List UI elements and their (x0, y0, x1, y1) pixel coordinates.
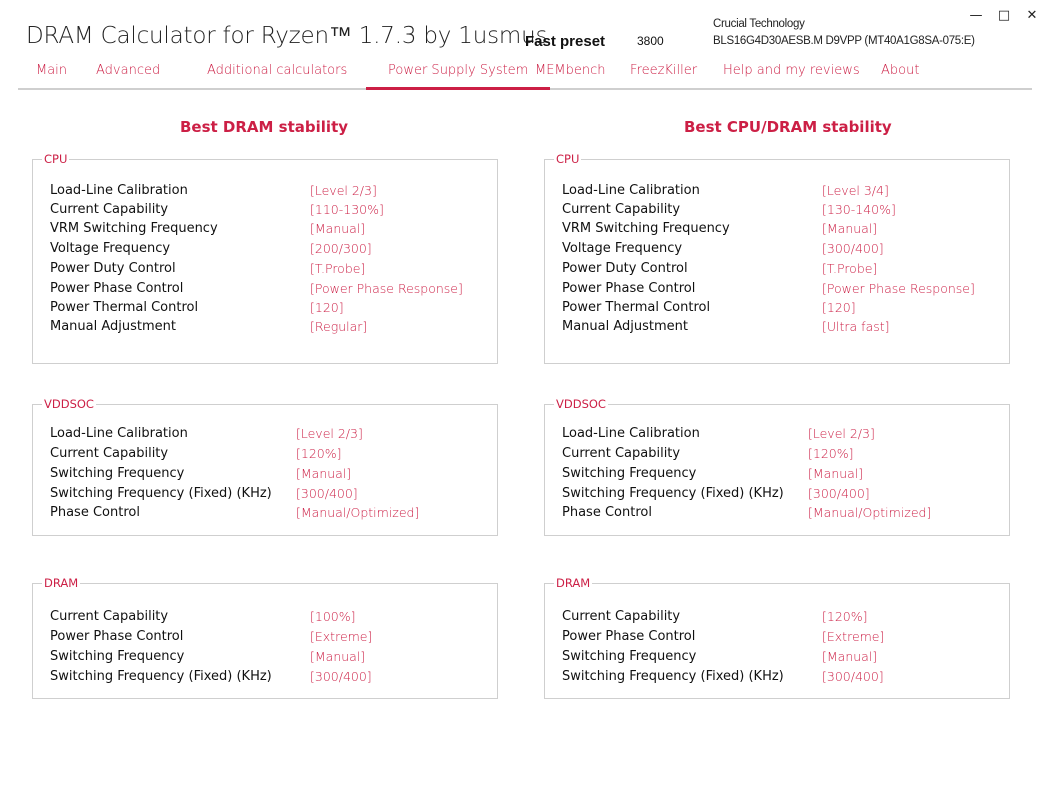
setting-value: [Manual] (310, 649, 366, 664)
setting-value: [120] (822, 300, 856, 315)
maximize-button[interactable]: □ (997, 8, 1011, 23)
setting-value: [Level 2/3] (310, 183, 377, 198)
setting-value: [120%] (822, 609, 868, 624)
setting-label: Switching Frequency (Fixed) (KHz) (50, 669, 272, 684)
setting-value: [300/400] (296, 486, 358, 501)
setting-value: [120%] (808, 446, 854, 461)
setting-value: [Regular] (310, 319, 368, 334)
setting-value: [Manual/Optimized] (808, 505, 932, 520)
setting-value: [120] (310, 300, 344, 315)
vddsoc-group-right (544, 397, 1010, 536)
setting-label: Current Capability (562, 609, 681, 624)
best-dram-stability-heading: Best DRAM stability (180, 118, 349, 136)
tab-help-and-reviews[interactable]: Help and my reviews (723, 63, 860, 78)
setting-value: [300/400] (808, 486, 870, 501)
setting-label: Load-Line Calibration (50, 426, 188, 441)
setting-label: Power Thermal Control (562, 300, 711, 315)
setting-label: Phase Control (50, 505, 140, 520)
setting-value: [T.Probe] (822, 261, 878, 276)
setting-value: [Extreme] (310, 629, 373, 644)
setting-value: [Manual] (310, 221, 366, 236)
tab-membench[interactable]: MEMbench (535, 63, 606, 78)
setting-label: Voltage Frequency (50, 241, 171, 256)
group-title: DRAM (556, 576, 591, 590)
app-title: DRAM Calculator for Ryzen™ 1.7.3 by 1usmus (26, 23, 548, 49)
setting-label: Current Capability (562, 202, 681, 217)
setting-value: [Manual] (296, 466, 352, 481)
setting-label: VRM Switching Frequency (562, 221, 730, 236)
setting-label: Voltage Frequency (562, 241, 683, 256)
tab-advanced[interactable]: Advanced (96, 63, 161, 78)
close-button[interactable]: ✕ (1026, 8, 1038, 23)
group-title: DRAM (44, 576, 79, 590)
setting-label: Manual Adjustment (50, 319, 177, 334)
setting-label: Power Thermal Control (50, 300, 199, 315)
setting-value: [300/400] (310, 669, 372, 684)
dram-group-right (544, 576, 1010, 699)
setting-label: Power Duty Control (562, 261, 688, 276)
setting-value: [Manual/Optimized] (296, 505, 420, 520)
preset-label: Fast preset (525, 33, 606, 50)
dram-group-left (32, 576, 498, 699)
setting-value: [Power Phase Response] (822, 281, 975, 296)
best-cpu-dram-stability-heading: Best CPU/DRAM stability (684, 118, 892, 136)
setting-label: Load-Line Calibration (562, 183, 700, 198)
tab-additional-calculators[interactable]: Additional calculators (207, 63, 348, 78)
setting-label: Power Phase Control (562, 629, 696, 644)
minimize-button[interactable]: — (969, 8, 983, 23)
setting-value: [Manual] (808, 466, 864, 481)
cpu-group-right (544, 152, 1010, 364)
tab-about[interactable]: About (881, 63, 920, 78)
setting-value: [Level 2/3] (808, 426, 875, 441)
setting-value: [Ultra fast] (822, 319, 890, 334)
setting-label: Current Capability (562, 446, 681, 461)
setting-label: Power Phase Control (50, 629, 184, 644)
setting-label: Current Capability (50, 446, 169, 461)
setting-value: [120%] (296, 446, 342, 461)
window-controls (962, 6, 1046, 26)
setting-value: [200/300] (310, 241, 372, 256)
tab-bar (18, 60, 1032, 90)
setting-label: Switching Frequency (Fixed) (KHz) (50, 486, 272, 501)
tab-freezkiller[interactable]: FreezKiller (630, 63, 698, 78)
setting-label: Load-Line Calibration (562, 426, 700, 441)
setting-value: [T.Probe] (310, 261, 366, 276)
memory-vendor: Crucial Technology (713, 18, 805, 30)
setting-value: [Extreme] (822, 629, 885, 644)
setting-label: Power Phase Control (562, 281, 696, 296)
setting-label: Manual Adjustment (562, 319, 689, 334)
memory-part-number: BLS16G4D30AESB.M D9VPP (MT40A1G8SA-075:E) (713, 35, 975, 47)
setting-label: Load-Line Calibration (50, 183, 188, 198)
setting-label: VRM Switching Frequency (50, 221, 218, 236)
vddsoc-group-left (32, 397, 498, 536)
setting-value: [Manual] (822, 649, 878, 664)
setting-label: Phase Control (562, 505, 652, 520)
setting-value: [Level 2/3] (296, 426, 363, 441)
setting-label: Current Capability (50, 609, 169, 624)
frequency-value: 3800 (637, 34, 664, 48)
setting-label: Power Duty Control (50, 261, 176, 276)
tab-power-supply-system[interactable]: Power Supply System (366, 63, 550, 90)
group-title: CPU (44, 152, 68, 166)
setting-label: Switching Frequency (562, 466, 697, 481)
setting-label: Switching Frequency (50, 649, 185, 664)
group-title: VDDSOC (44, 397, 94, 411)
setting-value: [130-140%] (822, 202, 896, 217)
setting-value: [300/400] (822, 241, 884, 256)
setting-value: [Manual] (822, 221, 878, 236)
setting-label: Switching Frequency (Fixed) (KHz) (562, 669, 784, 684)
group-title: VDDSOC (556, 397, 606, 411)
setting-value: [110-130%] (310, 202, 384, 217)
setting-label: Switching Frequency (Fixed) (KHz) (562, 486, 784, 501)
setting-value: [300/400] (822, 669, 884, 684)
setting-value: [Power Phase Response] (310, 281, 463, 296)
setting-label: Power Phase Control (50, 281, 184, 296)
group-title: CPU (556, 152, 580, 166)
setting-value: [Level 3/4] (822, 183, 889, 198)
tab-main[interactable]: Main (36, 63, 68, 78)
setting-label: Current Capability (50, 202, 169, 217)
setting-label: Switching Frequency (562, 649, 697, 664)
cpu-group-left (32, 152, 498, 364)
setting-value: [100%] (310, 609, 356, 624)
setting-label: Switching Frequency (50, 466, 185, 481)
